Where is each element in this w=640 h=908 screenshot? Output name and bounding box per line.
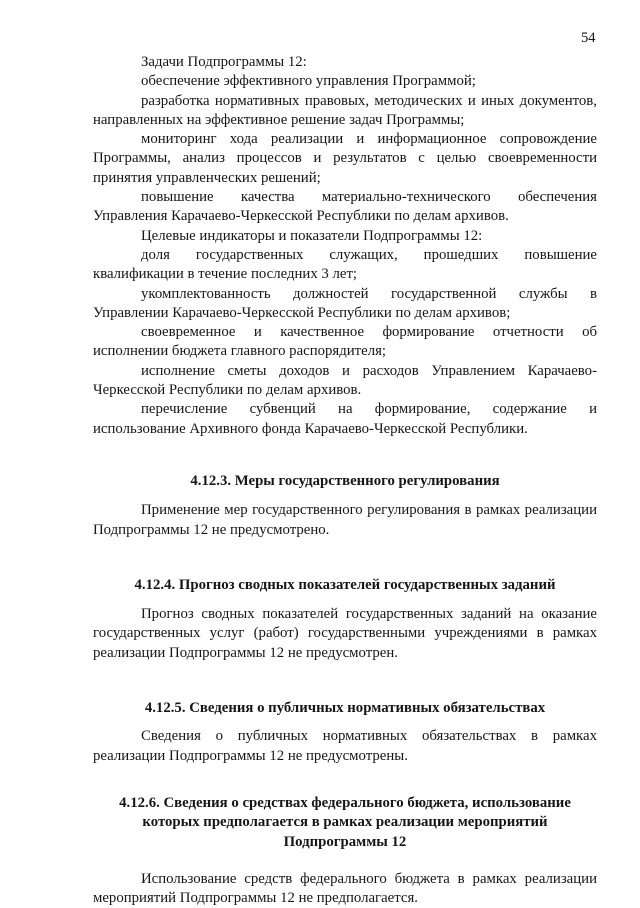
paragraph: Задачи Подпрограммы 12: (141, 54, 307, 70)
paragraph: Целевые индикаторы и показатели Подпрограммы 12: (141, 227, 483, 244)
section-heading: 4.12.5. Сведения о публичных нормативных обязательствах (144, 700, 546, 717)
section-text: Использование средств федерального бюджета в рамках реализации мероприятий Подпрограммы 12 не предполагается. (93, 870, 597, 907)
section-heading (93, 794, 597, 852)
section-heading: 4.12.3. Меры государственного регулирования (190, 472, 500, 489)
document-body (93, 53, 597, 908)
paragraph: разработка нормативных правовых, методических и иных документов, направленных на эффективное решение задач Программы; (93, 92, 597, 128)
section-heading-line: которых предполагается в рамках реализации мероприятий (142, 814, 548, 831)
section-text: Прогноз сводных показателей государственных заданий на оказание государственных услуг (работ) государственными учреждениями в рамках реализации Подпрограммы 12 не предусмотрен. (93, 606, 597, 661)
paragraph: повышение качества материально-технического обеспечения Управления Карачаево-Черкесской Республики по делам архивов. (93, 189, 597, 225)
page-number: 54 (581, 30, 596, 46)
paragraph: укомплектованность должностей государственной службы в Управлении Карачаево-Черкесской Республики по делам архивов; (93, 285, 597, 321)
section-text: Сведения о публичных нормативных обязательствах в рамках реализации Подпрограммы 12 не предусмотрены. (93, 728, 597, 764)
section-text: Применение мер государственного регулирования в рамках реализации Подпрограммы 12 не предусмотрено. (93, 502, 597, 538)
section-heading: 4.12.4. Прогноз сводных показателей государственных заданий (134, 576, 556, 593)
paragraph: обеспечение эффективного управления Программой; (141, 73, 476, 90)
paragraph: перечисление субвенций на формирование, содержание и использование Архивного фонда Карачаево-Черкесской Республики. (93, 401, 597, 437)
paragraph: мониторинг хода реализации и информационное сопровождение Программы, анализ процессов и результатов с целью своевременности принятия управленческих решений; (93, 131, 597, 186)
paragraph: доля государственных служащих, прошедших повышение квалификации в течение последних 3 лет; (93, 246, 597, 283)
section-heading-line: 4.12.6. Сведения о средствах федерального бюджета, использование (119, 794, 571, 811)
section-heading-line: Подпрограммы 12 (283, 833, 407, 850)
paragraph: исполнение сметы доходов и расходов Управлением Карачаево-Черкесской Республики по делам архивов. (93, 362, 597, 399)
paragraph: своевременное и качественное формирование отчетности об исполнении бюджета главного распорядителя; (93, 324, 597, 360)
